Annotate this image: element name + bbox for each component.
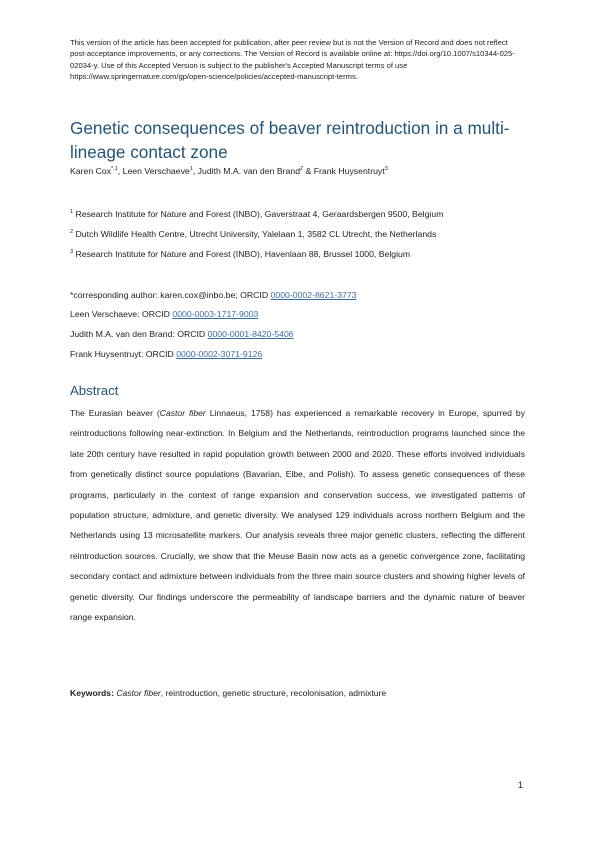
author-name: Karen Cox bbox=[70, 166, 112, 176]
contact-line bbox=[70, 329, 294, 339]
contact-line bbox=[70, 309, 258, 319]
keywords-line bbox=[70, 688, 386, 698]
contact-label: Judith M.A. van den Brand: ORCID bbox=[70, 329, 208, 339]
affiliation-item bbox=[70, 229, 436, 239]
contact-label: *corresponding author: karen.cox@inbo.be; ORCID bbox=[70, 290, 271, 300]
abstract-body bbox=[70, 403, 525, 627]
affiliation-number: 2 bbox=[70, 229, 74, 236]
contact-label: Frank Huysentruyt: ORCID bbox=[70, 349, 177, 359]
author-name: Judith M.A. van den Brand bbox=[197, 166, 301, 176]
page-number: 1 bbox=[518, 780, 524, 790]
keyword-species: Castor fiber bbox=[116, 688, 161, 698]
author-affiliation-marker: 3 bbox=[384, 166, 388, 173]
abstract-text: The Eurasian beaver ( bbox=[70, 408, 160, 418]
affiliation-number: 3 bbox=[70, 249, 74, 256]
keywords-text: , reintroduction, genetic structure, recolonisation, admixture bbox=[160, 688, 387, 698]
author-affiliation-marker: *,1 bbox=[111, 166, 118, 173]
author-separator: , bbox=[117, 166, 123, 176]
orcid-link[interactable]: 0000-0002-3071-9126 bbox=[176, 349, 263, 359]
orcid-link[interactable]: 0000-0001-8420-5406 bbox=[207, 329, 294, 339]
author-affiliation-marker: 2 bbox=[300, 166, 304, 173]
author-name: Frank Huysentruyt bbox=[313, 166, 385, 176]
species-name: Castor fiber bbox=[159, 408, 206, 418]
author-separator: & bbox=[303, 166, 314, 176]
affiliation-text: Research Institute for Nature and Forest (INBO), Havenlaan 88, Brussel 1000, Belgium bbox=[75, 249, 411, 259]
affiliation-number: 1 bbox=[70, 209, 74, 216]
accepted-version-notice: This version of the article has been accepted for publication, after peer review but is not the Version of Record and does not reflect post-acceptance improvements, or any corrections. The Version of Record is available online at: https://doi.org/10.1007/s10344-025-02034-y. Use of this Accepted Version is subject to the publisher's Accepted Manuscript terms of use https://www.springernature.com/gp/open-science/policies/accepted-manuscript-terms. bbox=[70, 38, 515, 82]
author-list bbox=[70, 166, 388, 176]
contact-label: Leen Verschaeve: ORCID bbox=[70, 309, 173, 319]
affiliation-text: Dutch Wildlife Health Centre, Utrecht University, Yalelaan 1, 3582 CL Utrecht, the Netherlands bbox=[75, 229, 437, 239]
affiliation-item bbox=[70, 209, 443, 219]
author-separator: , bbox=[192, 166, 198, 176]
contact-line bbox=[70, 349, 262, 359]
author-name: Leen Verschaeve bbox=[122, 166, 190, 176]
keywords-label: Keywords: bbox=[70, 688, 114, 698]
author-affiliation-marker: 1 bbox=[189, 166, 193, 173]
affiliation-text: Research Institute for Nature and Forest (INBO), Gaverstraat 4, Geraardsbergen 9500, Belgium bbox=[75, 209, 444, 219]
affiliation-item bbox=[70, 249, 410, 259]
abstract-heading: Abstract bbox=[70, 383, 119, 398]
abstract-text: Linnaeus, 1758) has experienced a remarkable recovery in Europe, spurred by reintroductions following near-extinction. In Belgium and the Netherlands, reintroduction programs launched since the late 20th century have resulted in rapid population growth between 2000 and 2020. These efforts involved individuals from genetically distinct source populations (Bavarian, Elbe, and Polish). To assess genetic consequences of these programs, particularly in the context of range expansion and conservation success, we investigated patterns of population structure, admixture, and genetic diversity. We analysed 129 individuals across northern Belgium and the Netherlands using 13 microsatellite markers. Our analysis reveals three major genetic clusters, reflecting the different reintroduction sources. Crucially, we show that the Meuse Basin now acts as a genetic convergence zone, facilitating secondary contact and admixture between individuals from the three main source clusters and showing higher levels of genetic diversity. Our findings underscore the permeability of landscape barriers and the dynamic nature of beaver range expansion. bbox=[70, 408, 526, 623]
orcid-link[interactable]: 0000-0003-1717-9003 bbox=[172, 309, 259, 319]
contact-line bbox=[70, 290, 357, 300]
article-title: Genetic consequences of beaver reintroduction in a multi-lineage contact zone bbox=[70, 118, 510, 162]
orcid-link[interactable]: 0000-0002-8621-3773 bbox=[270, 290, 357, 300]
